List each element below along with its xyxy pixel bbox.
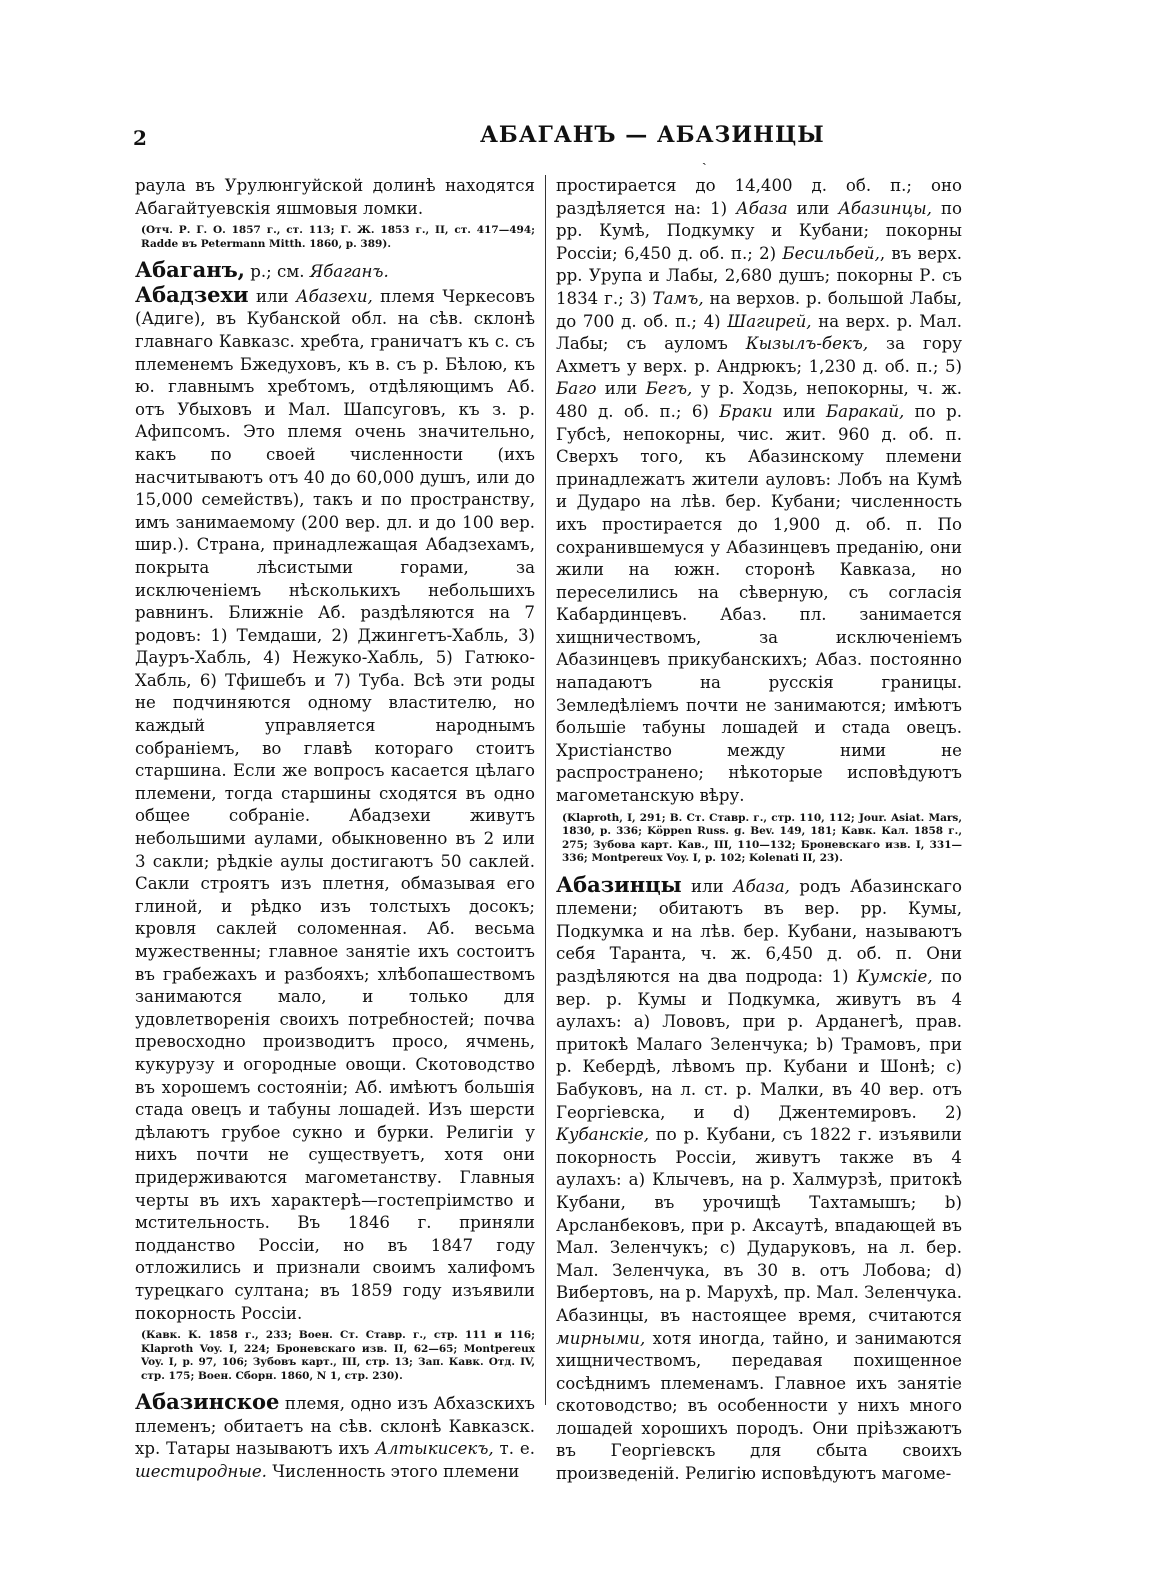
- paragraph-continued: простирается до 14,400 д. об. п.; оно раздѣляется на: 1) Абаза или Абазинцы, по рр. Кумѣ, Подкумку и Кубани; покорны Россіи; 6,450 д. об. п.; 2) Бесильбей,, въ верх. рр. Урупа и Лабы, 2,680 душъ; покорны Р. съ 1834 г.; 3) Тамъ, на верхов. р. большой Лабы, до 700 д. об. п.; 4) Шагирей, на верх. р. Мал. Лабы; съ ауломъ Кызылъ-бекъ, за гору Ахметъ у верх. р. Андрюкъ; 1,230 д. об. п.; 5) Баго или Бегъ, у р. Ходзь, непокорны, ч. ж. 480 д. об. п.; 6) Браки или Баракай, по р. Губсѣ, непокорны, чис. жит. 960 д. об. п. Сверхъ того, къ Абазинскому племени принадлежатъ жители ауловъ: Лобъ на Кумѣ и Дударо на лѣв. бер. Кубани; численность ихъ простирается до 1,900 д. об. п. По сохранившемуся у Абазинцевъ преданію, они жили на южн. сторонѣ Кавказа, но переселились на сѣверную, съ согласія Кабардинцевъ. Абаз. пл. занимается хищничествомъ, за исключеніемъ Абазинцевъ прикубанскихъ; Абаз. постоянно нападаютъ на русскія границы. Земледѣліемъ почти не занимаются; имѣютъ большіе табуны лошадей и стада овецъ. Христіанство между ними не распространено; нѣкоторые исповѣдуютъ магометанскую вѣру.: [556, 176, 962, 806]
- entry-abazintsy: Абазинцы или Абаза, родъ Абазинскаго племени; обитаютъ въ вер. рр. Кумы, Подкумка и на лѣв. бер. Кубани, называютъ себя Таранта, ч. ж. 6,450 д. об. п. Они раздѣляются на два подрода: 1) Кумскіе, по вер. р. Кумы и Подкумка, живутъ въ 4 аулахъ: a) Лововъ, при р. Арданегѣ, прав. притокѣ Малаго Зеленчука; b) Трамовъ, при р. Кебердѣ, лѣвомъ пр. Кубани и Шонѣ; c) Бабуковъ, на л. ст. р. Малки, въ 40 вер. отъ Георгіевска, и d) Джентемировъ. 2) Кубанскіе, по р. Кубани, съ 1822 г. изъявили покорность Россіи, живутъ также въ 4 аулахъ: a) Клычевъ, на р. Халмурзѣ, притокѣ Кубани, въ урочищѣ Тахтамышъ; b) Арсланбековъ, при р. Аксаутѣ, впадающей въ Мал. Зеленчукъ; c) Дудаpуковъ, на л. бер. Мал. Зеленчука, въ 30 в. отъ Лобова; d) Вибертовъ, на р. Марухѣ, пр. Мал. Зеленчука. Абазинцы, въ настоящее время, считаются мирными, хотя иногда, тайно, и занимаются хищничествомъ, передавая похищенное сосѣднимъ племенамъ. Главное ихъ занятіе скотоводство; въ особенности у нихъ много лошадей хорошихъ породъ. Они пріѣзжаютъ въ Георгіевскъ для сбыта своихъ произведеній. Религію исповѣдуютъ магоме-: [556, 871, 963, 1484]
- entry-headword: Абадзехи: [135, 281, 249, 307]
- entry-headword: Абазинское: [135, 1389, 280, 1415]
- column-divider: [545, 175, 546, 1405]
- entry-headword: Абаганъ,: [135, 257, 245, 283]
- reference-note: (Отч. Р. Г. О. 1857 г., ст. 113; Г. Ж. 1853 г., II, ст. 417—494; Radde въ Petermann Mitth. 1860, p. 389).: [141, 224, 535, 250]
- entry-abadzekhi: Абадзехи или Абазехи, племя Черкесовъ (Адиге), въ Кубанской обл. на сѣв. склонѣ главнаго Кавказс. хребта, граничатъ къ с. съ племенемъ Бжедуховъ, къ в. съ р. Бѣлою, къ ю. главнымъ хребтомъ, отдѣляющимъ Аб. отъ Убыховъ и Мал. Шапсуговъ, къ з. р. Афипсомъ. Это племя очень значительно, какъ по своей численности (ихъ насчитываютъ отъ 40 до 60,000 душъ, или до 15,000 семействъ), такъ и по пространству, имъ занимаемому (200 вер. дл. и до 100 вер. шир.). Страна, принадлежащая Абадзехамъ, покрыта лѣсистыми горами, за исключеніемъ нѣсколькихъ небольшихъ равнинъ. Ближніе Аб. раздѣляются на 7 родовъ: 1) Темдаши, 2) Джингетъ-Хабль, 3) Дауръ-Хабль, 4) Нежуко-Хабль, 5) Гатюко-Хабль, 6) Тфишебъ и 7) Туба. Всѣ эти роды не подчиняются одному властителю, но каждый управляется народнымъ собраніемъ, во главѣ котораго стоитъ старшина. Если же вопросъ касается цѣлаго племени, тогда старшины сходятся въ одно общее собраніе. Абадзехи живутъ небольшими аулами, обыкновенно въ 2 или 3 сакли; рѣдкіе аулы достигаютъ 50 саклей. Сакли строятъ изъ плетня, обмазывая его глиной, и рѣдко изъ толстыхъ досокъ; кровля саклей соломенная. Аб. весьма мужественны; главное занятіе ихъ состоитъ въ грабежахъ и разбояхъ; хлѣбопашествомъ занимаются мало, и только для удовлетворенія своихъ потребностей; почва превосходно производитъ просо, ячмень, кукурузу и огородные овощи. Скотоводство въ хорошемъ состояніи; Аб. имѣютъ большія стада овецъ и табуны лошадей. Изъ шерсти дѣлаютъ грубое сукно и бурки. Религіи у нихъ почти не существуетъ, хотя они придерживаются магометанству. Главныя черты въ ихъ характерѣ—гостепріимство и мстительность. Въ 1846 г. приняли подданство Россіи, но въ 1847 году отложились и признали своимъ халифомъ турецкаго султана; въ 1859 году изъявили покорность Россіи.: [135, 281, 535, 1323]
- ink-speck: ˎ: [702, 150, 707, 166]
- paragraph-continued: раула въ Урулюнгуйской долинѣ находятся Абагайтуевскія яшмовыя ломки.: [135, 176, 535, 218]
- entry-headword: Абазинцы: [556, 871, 682, 897]
- reference-note: (Кавк. К. 1858 г., 233; Воен. Ст. Ставр. г., стр. 111 и 116; Klaproth Voy. I, 224; Броневскаго изв. II, 62—65; Montpereux Voy. I, p. 97, 106; Зубовъ карт., III, стр. 13; Зап. Кавк. Отд. IV, стр. 175; Воен. Сборн. 1860, N 1, стр. 230).: [141, 1329, 535, 1382]
- reference-note: (Klaproth, I, 291; В. Ст. Ставр. г., стр. 110, 112; Jour. Asiat. Mars, 1830, p. 336; Köppen Russ. g. Bev. 149, 181; Кавк. Кал. 1858 г., 275; Зубова карт. Кав., III, 110—132; Броневскаго изв. I, 331—336; Montpereux Voy. I, p. 102; Kolenati II, 23).: [562, 811, 962, 865]
- running-title: АБАГАНЪ — АБАЗИНЦЫ: [480, 122, 825, 148]
- entry-abagan: Абаганъ, р.; см. Ябаганъ.: [135, 257, 389, 283]
- page-number: 2: [133, 126, 147, 150]
- left-column: [135, 175, 535, 1483]
- right-column: [556, 175, 962, 1486]
- entry-abazinskoe: Абазинское племя, одно изъ Абхазскихъ племенъ; обитаетъ на сѣв. склонѣ Кавказск. хр. Татары называютъ ихъ Алтыкисекъ, т. е. шестиродные. Численность этого племени: [135, 1389, 535, 1481]
